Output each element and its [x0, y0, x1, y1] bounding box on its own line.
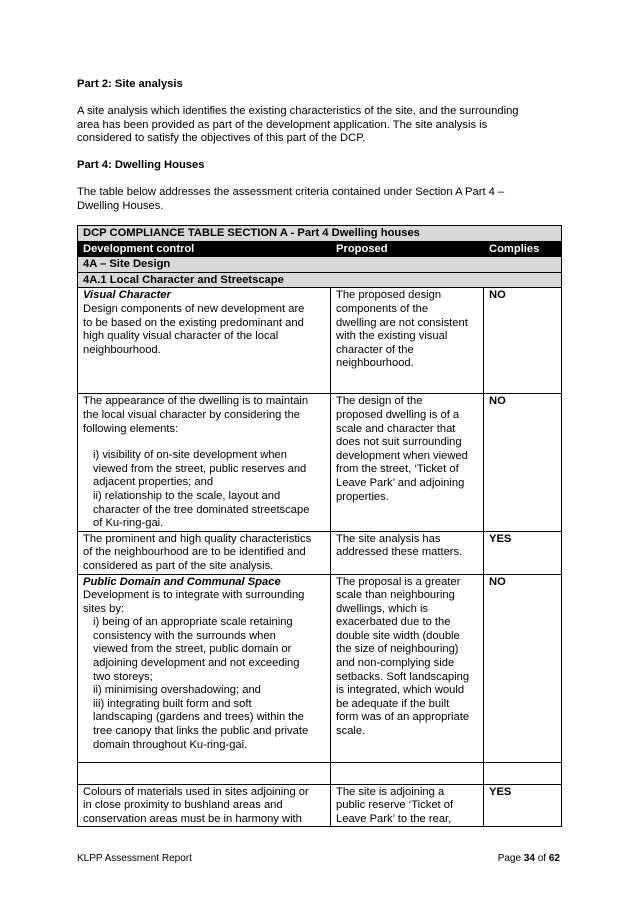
table-title: DCP COMPLIANCE TABLE SECTION A - Part 4 Dwelling houses: [78, 226, 562, 242]
table-row: [78, 784, 562, 827]
proposed-cell: [331, 394, 484, 531]
list-item: ii) relationship to the scale, layout and: [93, 489, 281, 502]
text-line: with the existing visual: [336, 330, 448, 343]
text-line: The site is adjoining a: [336, 785, 445, 798]
text-line: conservation areas must be in harmony with: [83, 812, 302, 825]
text-line: The site analysis has: [336, 532, 441, 545]
control-cell: [78, 784, 331, 827]
table-row: [78, 288, 562, 394]
text-line: Dwelling Houses.: [77, 199, 164, 212]
text-line: scale and character that: [336, 422, 456, 435]
text-line: sites by:: [83, 602, 125, 615]
control-cell: [78, 574, 331, 762]
table-header-row: [78, 241, 562, 257]
list-item: character of the tree dominated streetscape: [93, 503, 310, 516]
text-line: The proposed design: [336, 289, 442, 302]
table-title-row: [78, 226, 562, 242]
complies-cell: YES: [484, 531, 562, 574]
text-line: setbacks. Soft landscaping: [336, 670, 470, 683]
list-item: adjoining development and not exceeding: [93, 657, 300, 670]
text-line: character of the: [336, 343, 414, 356]
text-line: public reserve ‘Ticket of: [336, 799, 454, 812]
text-line: in close proximity to bushland areas and: [83, 799, 283, 812]
footer-report-name: KLPP Assessment Report: [77, 853, 192, 864]
part4-heading: Part 4: Dwelling Houses: [77, 159, 205, 171]
list-item: viewed from the street, public reserves and: [93, 462, 307, 475]
text-line: neighbourhood.: [336, 357, 414, 370]
list-item: iii) integrating built form and soft: [93, 697, 252, 710]
complies-cell: NO: [484, 574, 562, 762]
text-line: be adequate if the built: [336, 697, 450, 710]
text-line: area has been provided as part of the development application. The site analysis is: [77, 118, 488, 131]
text-line: considered to satisfy the objectives of this part of the DCP.: [77, 132, 366, 145]
text-line: high quality visual character of the local: [83, 330, 279, 343]
current-page: 34: [523, 853, 535, 864]
text-line: neighbourhood.: [83, 343, 161, 356]
complies-cell: NO: [484, 288, 562, 394]
control-title: Visual Character: [83, 289, 171, 302]
list-item: ii) minimising overshadowing; and: [93, 684, 261, 697]
table-row: [78, 394, 562, 531]
section-heading: 4A – Site Design: [78, 257, 562, 273]
text-line: A site analysis which identifies the existing characteristics of the site, and the surrounding: [77, 105, 519, 117]
control-cell: [78, 531, 331, 574]
column-header: Development control: [78, 241, 331, 257]
text-line: is integrated, which would: [336, 684, 465, 697]
text-line: form was of an appropriate: [336, 711, 470, 724]
list-item: two storeys;: [93, 670, 153, 683]
proposed-cell: [331, 574, 484, 762]
part2-paragraph: [77, 105, 557, 146]
text-line: the size of neighbouring): [336, 643, 459, 656]
list-item: domain throughout Ku-ring-gai.: [93, 738, 248, 751]
text-line: considered as part of the site analysis.: [83, 559, 274, 572]
control-cell: [78, 288, 331, 394]
text-line: properties.: [336, 490, 389, 503]
proposed-cell: [331, 288, 484, 394]
text-line: The proposal is a greater: [336, 575, 461, 588]
control-title: Public Domain and Communal Space: [83, 575, 281, 588]
text-line: the local visual character by considering the: [83, 408, 301, 421]
subsection-heading: 4A.1 Local Character and Streetscape: [78, 272, 562, 288]
text-line: of the neighbourhood are to be identified and: [83, 546, 306, 559]
text-line: Development is to integrate with surrounding: [83, 589, 305, 602]
section-row: [78, 257, 562, 273]
list-item: viewed from the street, public domain or: [93, 643, 292, 656]
list-item: of Ku-ring-gai.: [93, 517, 164, 530]
text-line: scale than neighbouring: [336, 589, 455, 602]
list-item: tree canopy that links the public and private: [93, 725, 309, 738]
text-line: and non-complying side: [336, 657, 455, 670]
column-header: Proposed: [331, 241, 484, 257]
text-line: to be based on the existing predominant and: [83, 316, 304, 329]
text-line: dwellings, which is: [336, 602, 429, 615]
control-cell: [78, 394, 331, 531]
subsection-row: [78, 272, 562, 288]
text-line: does not suit surrounding: [336, 436, 462, 449]
text-line: The prominent and high quality characteristics: [83, 532, 312, 545]
text-line: The table below addresses the assessment criteria contained under Section A Part 4 –: [77, 186, 505, 198]
text-line: exacerbated due to the: [336, 616, 451, 629]
text-line: double site width (double: [336, 629, 460, 642]
list-item: landscaping (gardens and trees) within the: [93, 711, 304, 724]
text-line: scale.: [336, 725, 366, 738]
table-row: [78, 531, 562, 574]
dcp-compliance-table: [77, 225, 562, 827]
text-line: Leave Park’ and adjoining: [336, 476, 465, 489]
page-prefix: Page: [497, 853, 524, 864]
empty-row: [78, 762, 562, 784]
text-line: The design of the: [336, 395, 423, 408]
total-pages: 62: [548, 853, 560, 864]
part4-paragraph: [77, 186, 557, 213]
text-line: development when viewed: [336, 449, 468, 462]
complies-cell: NO: [484, 394, 562, 531]
text-line: components of the: [336, 302, 429, 315]
footer-page-number: [498, 852, 560, 866]
text-line: Design components of new development are: [83, 302, 305, 315]
text-line: proposed dwelling is of a: [336, 408, 460, 421]
text-line: following elements:: [83, 422, 179, 435]
part2-heading: Part 2: Site analysis: [77, 78, 183, 90]
page-of: of: [534, 853, 549, 864]
list-item: consistency with the surrounds when: [93, 629, 276, 642]
table-row: [78, 574, 562, 762]
text-line: addressed these matters.: [336, 546, 463, 559]
text-line: The appearance of the dwelling is to maintain: [83, 395, 309, 408]
text-line: Colours of materials used in sites adjoining or: [83, 785, 309, 798]
proposed-cell: [331, 531, 484, 574]
text-line: dwelling are not consistent: [336, 316, 468, 329]
list-item: adjacent properties; and: [93, 476, 214, 489]
column-header: Complies: [484, 241, 562, 257]
list-item: i) being of an appropriate scale retaining: [93, 616, 293, 629]
list-item: i) visibility of on-site development when: [93, 449, 288, 462]
text-line: from the street, ‘Ticket of: [336, 463, 459, 476]
complies-cell: YES: [484, 784, 562, 827]
text-line: Leave Park’ to the rear,: [336, 812, 452, 825]
proposed-cell: [331, 784, 484, 827]
